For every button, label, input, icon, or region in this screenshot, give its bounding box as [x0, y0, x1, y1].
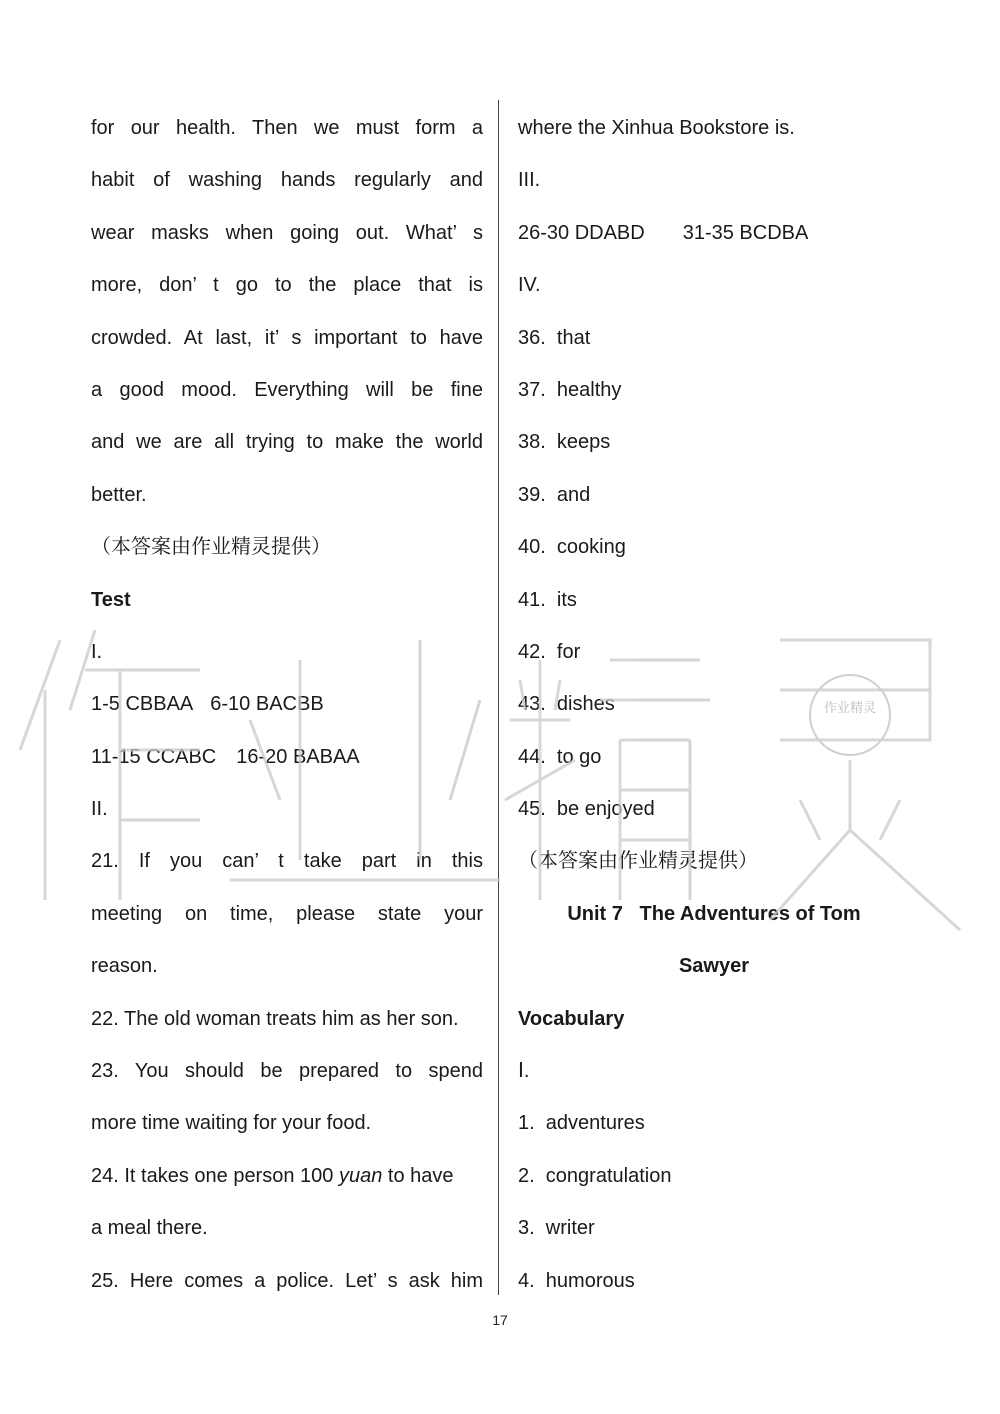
section-label: IV.	[518, 274, 541, 297]
answer-item: 37. healthy	[518, 378, 622, 401]
section-label: III.	[518, 169, 541, 192]
answer-group: 16-20 BABAA	[236, 745, 360, 768]
text-line: better.	[91, 483, 147, 506]
vocab-item: 4. humorous	[518, 1269, 635, 1292]
answer-group: 11-15 CCABC	[91, 745, 217, 768]
answer-item: 38. keeps	[518, 431, 611, 454]
vocab-item: 3. writer	[518, 1217, 595, 1240]
vocabulary-heading: Vocabulary	[518, 1007, 625, 1030]
answer-item: 43. dishes	[518, 693, 615, 716]
answer-group: 1-5 CBBAA	[91, 693, 194, 716]
text-line: a meal there.	[91, 1217, 208, 1240]
text-line: habit of washing hands regularly and	[91, 169, 483, 192]
text-span: to have	[382, 1164, 454, 1187]
page-number: 17	[492, 1312, 508, 1328]
text-line	[91, 1150, 483, 1202]
answer-item: 40. cooking	[518, 536, 626, 559]
answer-group: 26-30 DDABD	[518, 221, 645, 244]
right-column	[518, 102, 910, 1307]
vocab-item: 1. adventures	[518, 1112, 645, 1135]
source-note: （本答案由作业精灵提供）	[91, 536, 331, 559]
answer-group: 31-35 BCDBA	[682, 221, 809, 244]
section-label: I.	[91, 640, 103, 663]
answer-item: 36. that	[518, 326, 591, 349]
answer-row	[91, 678, 483, 730]
text-line: a good mood. Everything will be fine	[91, 378, 483, 401]
text-line: and we are all trying to make the world	[91, 431, 483, 454]
answer-item: 41. its	[518, 588, 577, 611]
answer-item: 39. and	[518, 483, 591, 506]
text-line: meeting on time, please state your	[91, 902, 483, 925]
unit-title: Unit 7 The Adventures of Tom	[567, 902, 861, 925]
answer-row	[91, 731, 483, 783]
text-line: reason.	[91, 955, 158, 978]
answer-group: 6-10 BACBB	[210, 693, 324, 716]
vocab-item: 2. congratulation	[518, 1164, 672, 1187]
text-span: 24. It takes one person 100	[91, 1164, 339, 1187]
unit-title-continued: Sawyer	[678, 955, 750, 978]
answer-item: 45. be enjoyed	[518, 798, 655, 821]
text-line: wear masks when going out. What’ s	[91, 221, 483, 244]
text-line: 25. Here comes a police. Let’ s ask him	[91, 1269, 483, 1292]
text-line: 23. You should be prepared to spend	[91, 1060, 483, 1083]
answer-item: 44. to go	[518, 745, 602, 768]
left-column	[91, 102, 483, 1307]
answer-item: 42. for	[518, 640, 581, 663]
text-line: crowded. At last, it’ s important to have	[91, 326, 483, 349]
seal-text: 作业精灵	[823, 701, 877, 716]
text-line: where the Xinhua Bookstore is.	[518, 117, 795, 139]
italic-word: yuan	[338, 1164, 383, 1187]
text-line: more, don’ t go to the place that is	[91, 274, 483, 297]
answer-row	[518, 207, 910, 259]
source-note: （本答案由作业精灵提供）	[518, 850, 758, 873]
test-heading: Test	[91, 588, 131, 611]
column-divider	[498, 100, 499, 1295]
section-label: Ⅰ.	[518, 1060, 530, 1083]
text-line: 21. If you can’ t take part in this	[91, 850, 483, 873]
text-line: more time waiting for your food.	[91, 1112, 372, 1135]
section-label: II.	[91, 798, 108, 821]
text-line: for our health. Then we must form a	[91, 117, 483, 139]
text-line: 22. The old woman treats him as her son.	[91, 1007, 459, 1030]
